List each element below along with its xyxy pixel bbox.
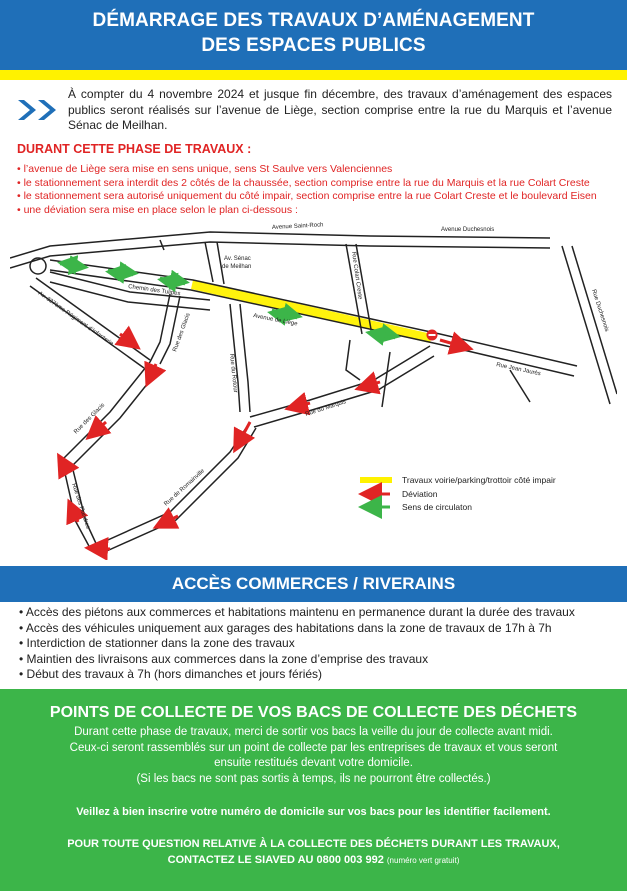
- page-title-line-2: DES ESPACES PUBLICS: [201, 35, 426, 56]
- street-label: Rue des Glacis: [172, 312, 192, 353]
- page-title: [0, 8, 627, 58]
- phase-list: [17, 163, 597, 217]
- street-label: Rue des Flandres: [70, 482, 91, 530]
- street-label: Rue de Romainville: [163, 468, 207, 508]
- waste-title: POINTS DE COLLECTE DE VOS BACS DE COLLECTE DES DÉCHETS: [49, 704, 578, 721]
- contact-note: (numéro vert gratuit): [386, 855, 460, 865]
- works-zone: [191, 280, 432, 343]
- waste-line: Durant cette phase de travaux, merci de sortir vos bacs la veille du jour de collecte avant midi.: [74, 726, 553, 738]
- intro-paragraph: À compter du 4 novembre 2024 et jusque fin décembre, des travaux d’aménagement des espaces publics seront réalisés sur l’avenue de Liège, section comprise entre la rue du Marquis et l’avenue Sénac de Meilhan.: [68, 87, 612, 132]
- road-network: [10, 232, 617, 554]
- waste-advice: Veillez à bien inscrire votre numéro de domicile sur vos bacs pour les identifier facilement.: [76, 806, 551, 818]
- street-label: Chemin des Tulipes: [127, 284, 181, 298]
- waste-line: (Si les bacs ne sont pas sortis à temps, ils ne pourront être collectés.): [136, 772, 491, 785]
- contact-line-1: POUR TOUTE QUESTION RELATIVE À LA COLLECTE DES DÉCHETS DURANT LES TRAVAUX,: [67, 838, 560, 850]
- legend-works-label: Travaux voirie/parking/trottoir côté impair: [402, 475, 556, 485]
- access-item: • Accès des piétons aux commerces et habitations maintenu en permanence durant la durée des travaux: [19, 605, 575, 621]
- street-label: Avenue Duchesnois: [441, 227, 495, 233]
- access-item: • Début des travaux à 7h (hors dimanches et jours fériés): [19, 667, 575, 683]
- access-list: [19, 605, 575, 683]
- waste-contact: [0, 837, 627, 868]
- legend-direction-label: Sens de circulaton: [402, 502, 472, 512]
- street-label: Avenue Saint-Roch: [271, 222, 324, 231]
- no-entry-icon: [427, 330, 438, 341]
- page-title-line-1: DÉMARRAGE DES TRAVAUX D’AMÉNAGEMENT: [92, 10, 535, 31]
- contact-line-2: [0, 853, 627, 869]
- street-label: Avenue de Liège: [252, 313, 298, 328]
- street-label: Rue Duchesnois: [590, 288, 610, 333]
- legend-deviation-label: Déviation: [402, 489, 438, 499]
- deviation-arrow: [148, 364, 156, 382]
- street-label: de Meilhan: [222, 264, 252, 270]
- phase-item: • le stationnement sera interdit des 2 côtés de la chaussée, section comprise entre la rue du Marquis et la rue Colart Creste: [17, 177, 597, 191]
- street-label: Rue Jean Jaurès: [495, 362, 542, 378]
- phase-title: DURANT CETTE PHASE DE TRAVAUX :: [17, 142, 252, 156]
- deviation-arrow: [90, 548, 110, 549]
- phase-item: • l’avenue de Liège sera mise en sens unique, sens St Saulve vers Valenciennes: [17, 163, 597, 177]
- phase-item: • le stationnement sera autorisé uniquement du côté impair, section comprise entre la rue Colart Creste et le boulevard Eisen: [17, 190, 597, 204]
- waste-line: ensuite restitués devant votre domicile.: [214, 757, 413, 769]
- access-item: • Interdiction de stationner dans la zone des travaux: [19, 636, 575, 652]
- contact-phone: CONTACTEZ LE SIAVED AU 0800 003 992: [167, 853, 384, 866]
- access-item: • Accès des véhicules uniquement aux garages des habitations dans la zone de travaux de 17h à 7h: [19, 621, 575, 637]
- phase-item: • une déviation sera mise en place selon le plan ci-dessous :: [17, 204, 597, 218]
- map-legend: [360, 475, 556, 512]
- street-label: Rue Colart Creste: [350, 251, 363, 300]
- waste-line: Ceux-ci seront rassemblés sur un point de collecte par les entreprises de travaux et vous seront: [69, 741, 558, 754]
- street-label: Rue du Rotour: [228, 353, 239, 394]
- street-label: Rue des Glacis: [73, 402, 107, 436]
- waste-section: [0, 689, 627, 891]
- deviation-arrow: [70, 504, 78, 522]
- deviation-arrow: [440, 340, 468, 348]
- street-label: Av. Sénac: [224, 256, 251, 262]
- deviation-arrow: [236, 422, 250, 448]
- waste-body: [0, 725, 627, 787]
- street-label: Rue du Marquis: [304, 399, 347, 418]
- access-item: • Maintien des livraisons aux commerces dans la zone d’emprise des travaux: [19, 652, 575, 668]
- deviation-map: [10, 222, 617, 560]
- yellow-divider: [0, 70, 627, 80]
- street-label: Av. 327ème Régiment d’Infanterie: [36, 290, 115, 348]
- access-title: ACCÈS COMMERCES / RIVERAINS: [171, 574, 456, 593]
- double-chevron-icon: [16, 96, 60, 124]
